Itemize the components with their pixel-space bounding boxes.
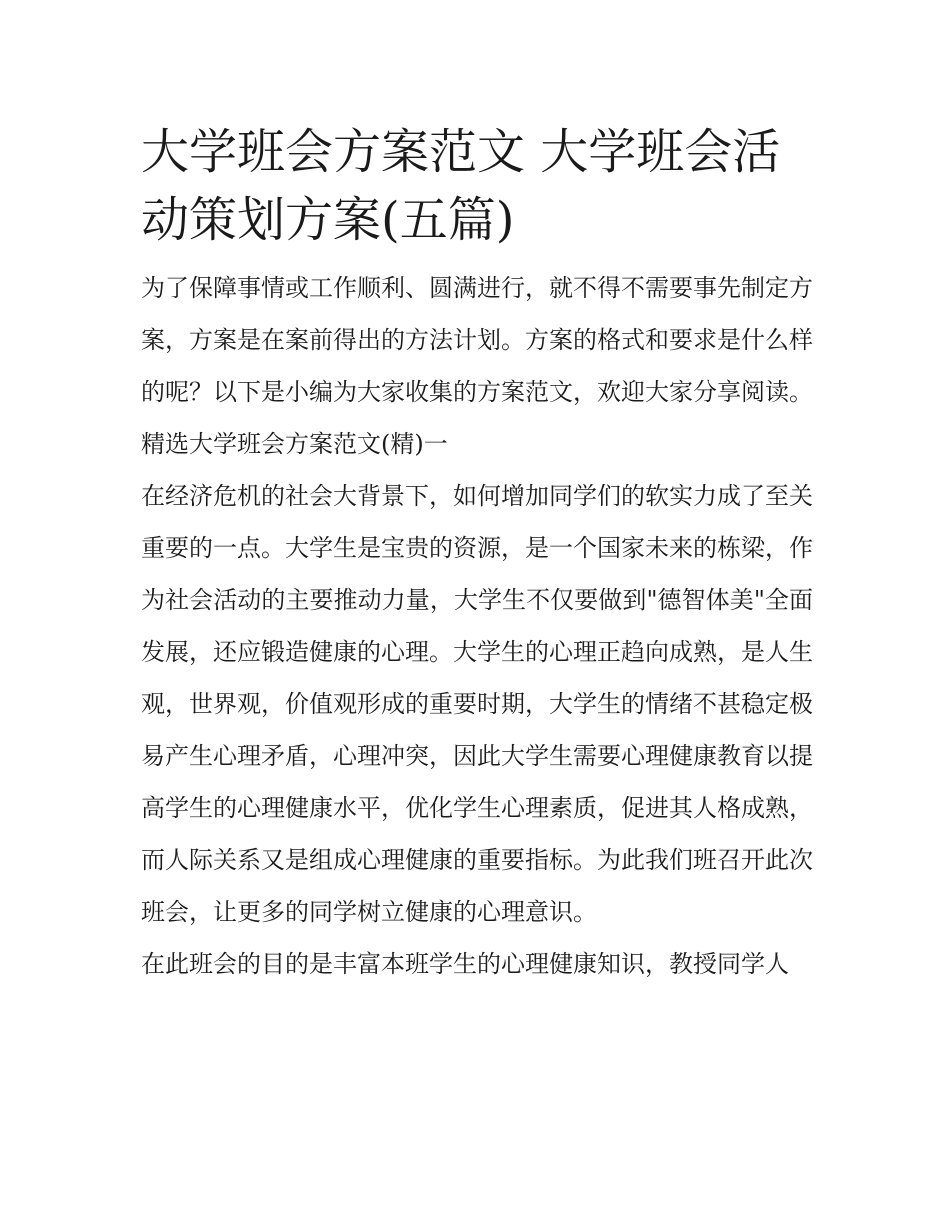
body-paragraph-1: 在经济危机的社会大背景下，如何增加同学们的软实力成了至关重要的一点。大学生是宝贵的资源，是一个国家未来的栋梁，作为社会活动的主要推动力量，大学生不仅要做到"德智体美"全面发展，还应锻造健康的心理。大学生的心理正趋向成熟，是人生观，世界观，价值观形成的重要时期，大学生的情绪不甚稳定极易产生心理矛盾，心理冲突，因此大学生需要心理健康教育以提高学生的心理健康水平，优化学生心理素质，促进其人格成熟，而人际关系又是组成心理健康的重要指标。为此我们班召开此次班会，让更多的同学树立健康的心理意识。 [141,482,813,926]
body-paragraph-2: 在此班会的目的是丰富本班学生的心理健康知识，教授同学人 [141,950,789,978]
intro-paragraph: 为了保障事情或工作顺利、圆满进行，就不得不需要事先制定方案，方案是在案前得出的方法计划。方案的格式和要求是什么样的呢？以下是小编为大家收集的方案范文，欢迎大家分享阅读。 [141,274,813,406]
section-heading: 精选大学班会方案范文(精)一 [141,430,448,458]
document-title: 大学班会方案范文 大学班会活动策划方案(五篇) [141,124,781,248]
document-page [141,118,813,990]
